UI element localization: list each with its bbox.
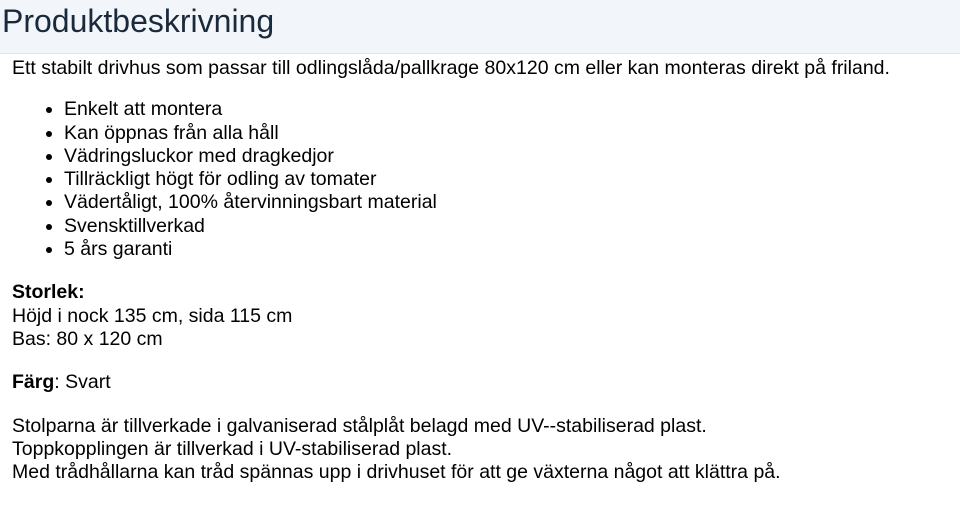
feature-item: • Vädertåligt, 100% återvinningsbart material — [64, 191, 948, 214]
color-label: Färg — [12, 371, 55, 394]
intro-text: Ett stabilt drivhus som passar till odlingslåda/pallkrage 80x120 cm eller kan monteras direkt på friland. — [12, 57, 890, 79]
size-height: Höjd i nock 135 cm, sida 115 cm — [12, 304, 293, 327]
feature-item: • Vädringsluckor med dragkedjor — [64, 145, 948, 168]
feature-list — [12, 98, 948, 261]
feature-item: • 5 års garanti — [64, 238, 948, 261]
feature-item: • Tillräckligt högt för odling av tomater — [64, 168, 948, 191]
page-header — [0, 0, 960, 54]
size-section — [12, 281, 948, 351]
detail-line: Toppkopplingen är tillverkad i UV-stabiliserad plast. — [12, 437, 453, 460]
feature-item: • Enkelt att montera — [64, 98, 948, 121]
size-label: Storlek: — [12, 281, 85, 304]
color-value: : Svart — [54, 371, 111, 394]
page-title: Produktbeskrivning — [2, 3, 275, 39]
size-base: Bas: 80 x 120 cm — [12, 327, 163, 350]
feature-item: • Kan öppnas från alla håll — [64, 122, 948, 145]
feature-item: • Svensktillverkad — [64, 215, 948, 238]
product-description — [0, 57, 960, 484]
detail-line: Stolparna är tillverkade i galvaniserad stålplåt belagd med UV--stabiliserad plast. — [12, 414, 707, 437]
detail-line: Med trådhållarna kan tråd spännas upp i drivhuset för att ge växterna något att klättra på. — [12, 461, 781, 484]
details-section — [12, 415, 948, 485]
color-section — [12, 371, 948, 394]
